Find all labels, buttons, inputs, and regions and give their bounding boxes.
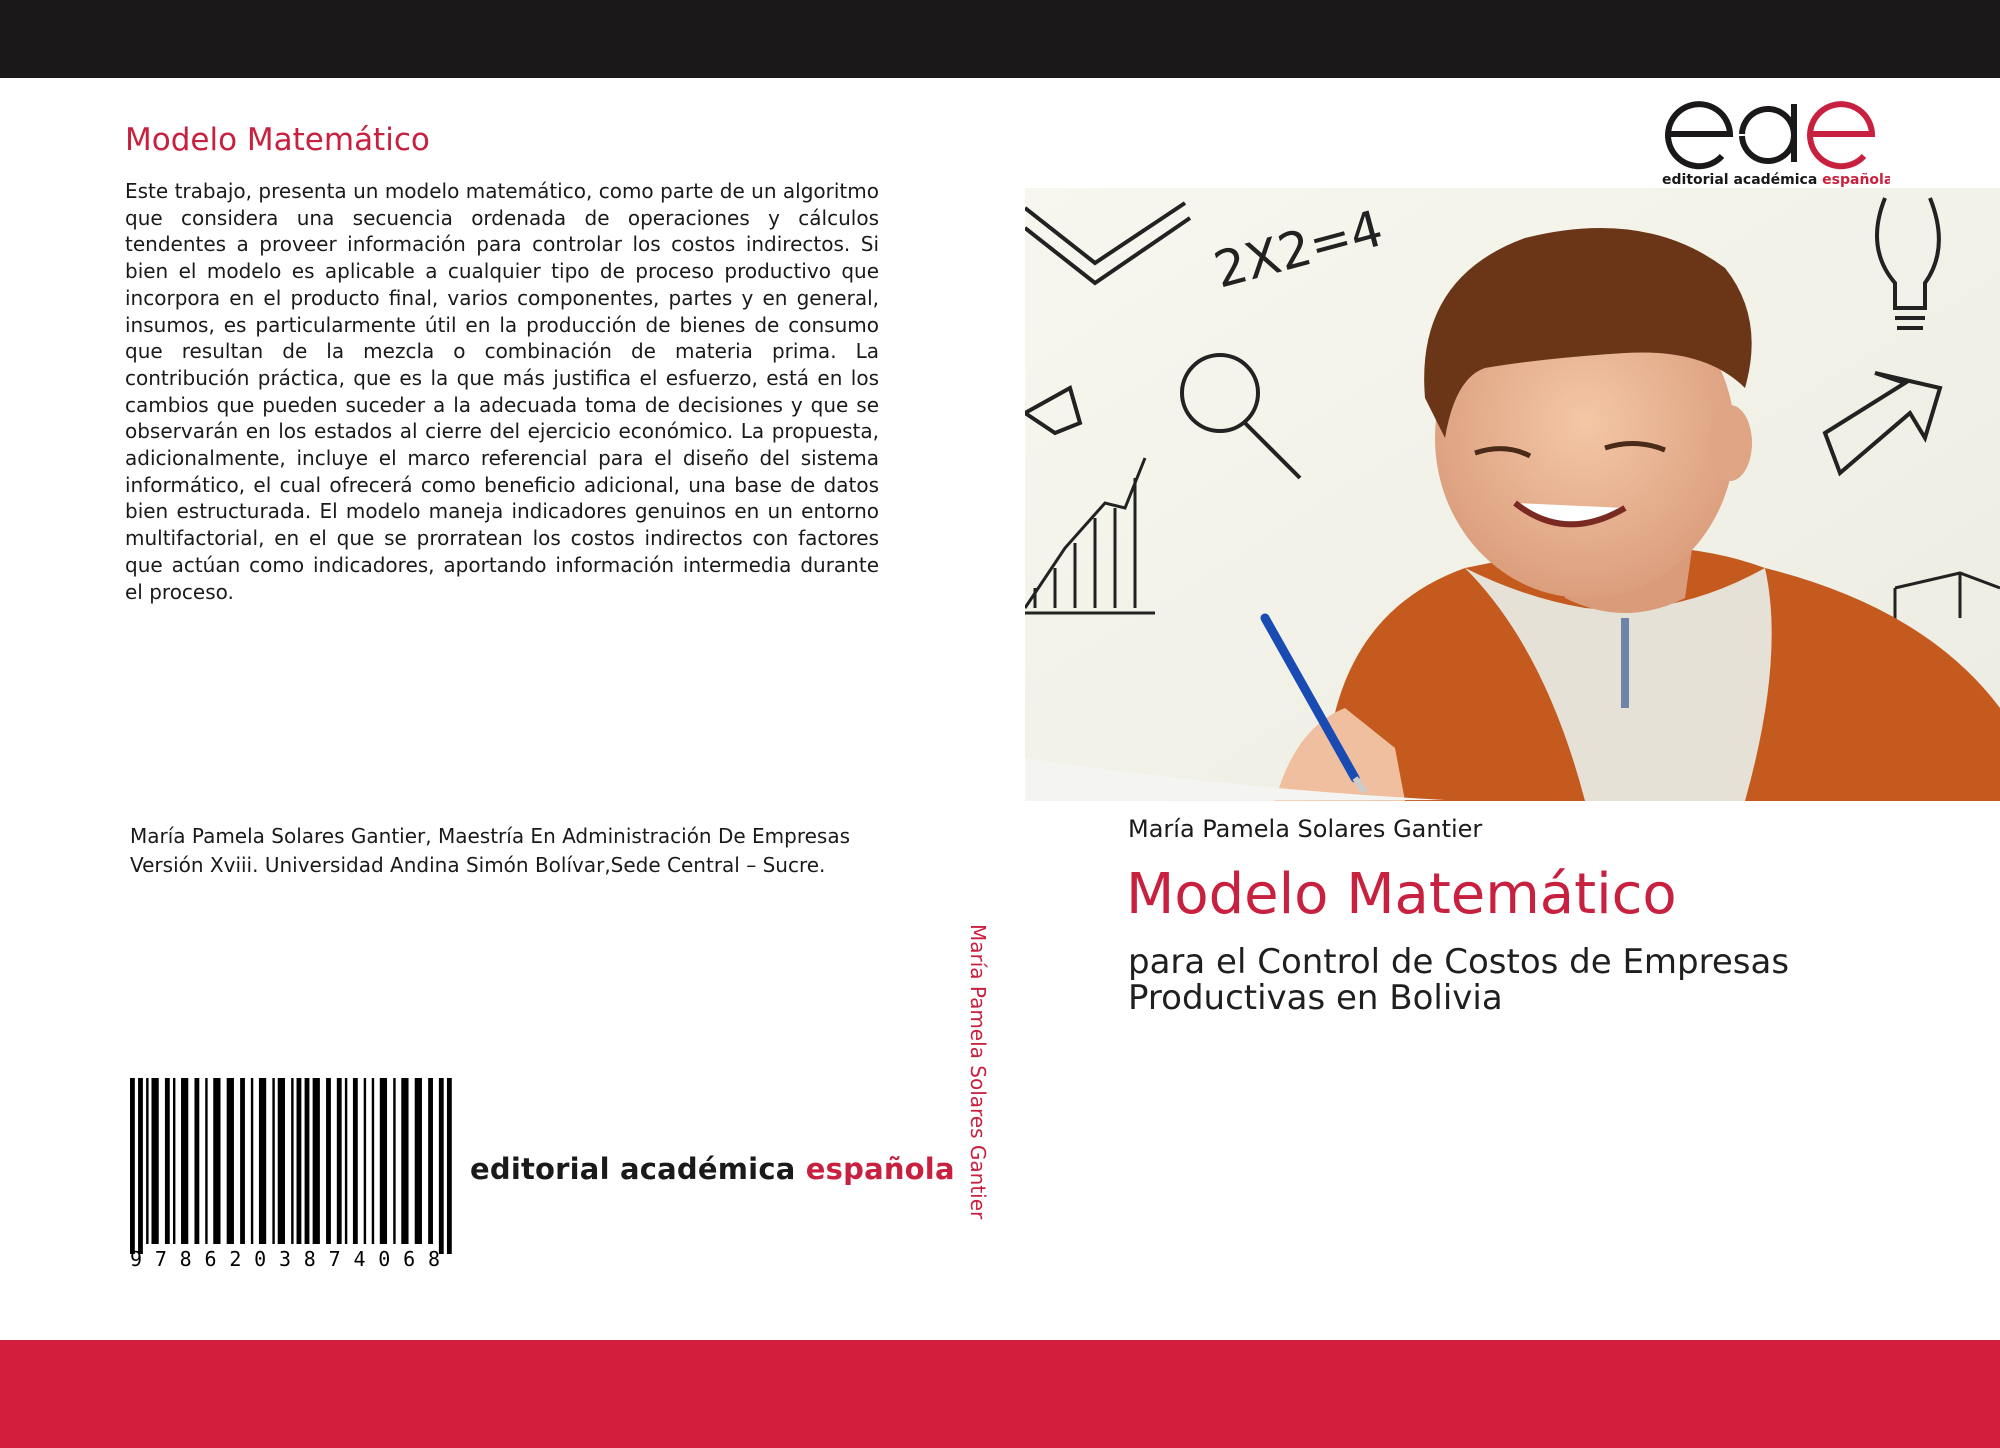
svg-text:editorial académica española: editorial académica española bbox=[1662, 172, 1890, 188]
barcode-bar bbox=[278, 1078, 285, 1244]
front-cover-author: María Pamela Solares Gantier bbox=[1128, 815, 1483, 843]
barcode-bar bbox=[372, 1078, 374, 1244]
barcode-bar bbox=[447, 1078, 452, 1254]
barcode-bar bbox=[415, 1078, 422, 1244]
isbn-barcode bbox=[130, 1078, 455, 1268]
barcode-bar bbox=[313, 1078, 320, 1244]
equation-doodle: 2X2=4 bbox=[1208, 199, 1389, 300]
barcode-bar bbox=[393, 1078, 395, 1244]
back-cover-blurb: Este trabajo, presenta un modelo matemático, como parte de un algoritmo que considera una secuencia ordenada de operaciones y cálculos tendentes a proveer información para controlar los costos indirectos. Si bien el modelo es aplicable a cualquier tipo de proceso productivo que incorpora en el producto final, varios componentes, partes y en general, insumos, es particularmente útil en la producción de bienes de consumo que resultan de la mezcla o combinación de materia prima. La contribución práctica, que es la que más justifica el esfuerzo, está en los cambios que pueden suceder a la adecuada toma de decisiones y que se observarán en los estados al cierre del ejercicio económico. La propuesta, adicionalmente, incluye el marco referencial para el diseño del sistema informático, el cual ofrecerá como beneficio adicional, una base de datos bien estructurada. El modelo maneja indicadores genuinos en un entorno multifactorial, en el que se prorratean los costos indirectos con factores que actúan como indicadores, aportando información intermedia durante el proceso. bbox=[125, 179, 879, 604]
barcode-bar bbox=[380, 1078, 387, 1244]
barcode-bar bbox=[151, 1078, 158, 1244]
barcode-bar bbox=[240, 1078, 245, 1244]
barcode-bar bbox=[146, 1078, 148, 1244]
barcode-bar bbox=[345, 1078, 347, 1244]
back-publisher-name: editorial académica española bbox=[470, 1152, 955, 1186]
barcode-bar bbox=[337, 1078, 342, 1244]
barcode-bar bbox=[439, 1078, 444, 1254]
cover-illustration bbox=[1025, 188, 2000, 801]
back-cover-title: Modelo Matemático bbox=[125, 122, 430, 158]
barcode-bar bbox=[173, 1078, 175, 1244]
barcode-bar bbox=[251, 1078, 253, 1244]
author-bio: María Pamela Solares Gantier, Maestría En Administración De Empresas Versión Xviii. Universidad Andina Simón Bolívar,Sede Central – Sucre. bbox=[130, 824, 851, 877]
barcode-bar bbox=[181, 1078, 188, 1244]
barcode-bar bbox=[227, 1078, 234, 1244]
barcode-bar bbox=[130, 1078, 135, 1254]
barcode-bar bbox=[297, 1078, 302, 1244]
barcode-bar bbox=[428, 1078, 433, 1244]
barcode-bar bbox=[353, 1078, 358, 1244]
barcode-bar bbox=[138, 1078, 143, 1254]
barcode-bar bbox=[364, 1078, 366, 1244]
barcode-bar bbox=[272, 1078, 274, 1244]
barcode-bar bbox=[326, 1078, 331, 1244]
front-cover-title: Modelo Matemático bbox=[1126, 862, 1677, 927]
eae-logo-icon bbox=[1660, 96, 1890, 188]
front-cover-subtitle: para el Control de Costos de Empresas Productivas en Bolivia bbox=[1128, 942, 1790, 1018]
barcode-bar bbox=[165, 1078, 170, 1244]
barcode-bar bbox=[259, 1078, 266, 1244]
bottom-band bbox=[0, 1340, 2000, 1448]
barcode-bar bbox=[401, 1078, 408, 1244]
barcode-bar bbox=[205, 1078, 207, 1244]
barcode-bar bbox=[305, 1078, 310, 1244]
barcode-bar bbox=[194, 1078, 199, 1244]
spine-author: María Pamela Solares Gantier bbox=[966, 924, 990, 1220]
barcode-bar bbox=[291, 1078, 293, 1244]
publisher-logo bbox=[1660, 96, 1890, 188]
top-band bbox=[0, 0, 2000, 78]
isbn-digits: 9 7 8 6 2 0 3 8 7 4 0 6 8 bbox=[130, 1247, 440, 1268]
barcode-bar bbox=[213, 1078, 220, 1244]
